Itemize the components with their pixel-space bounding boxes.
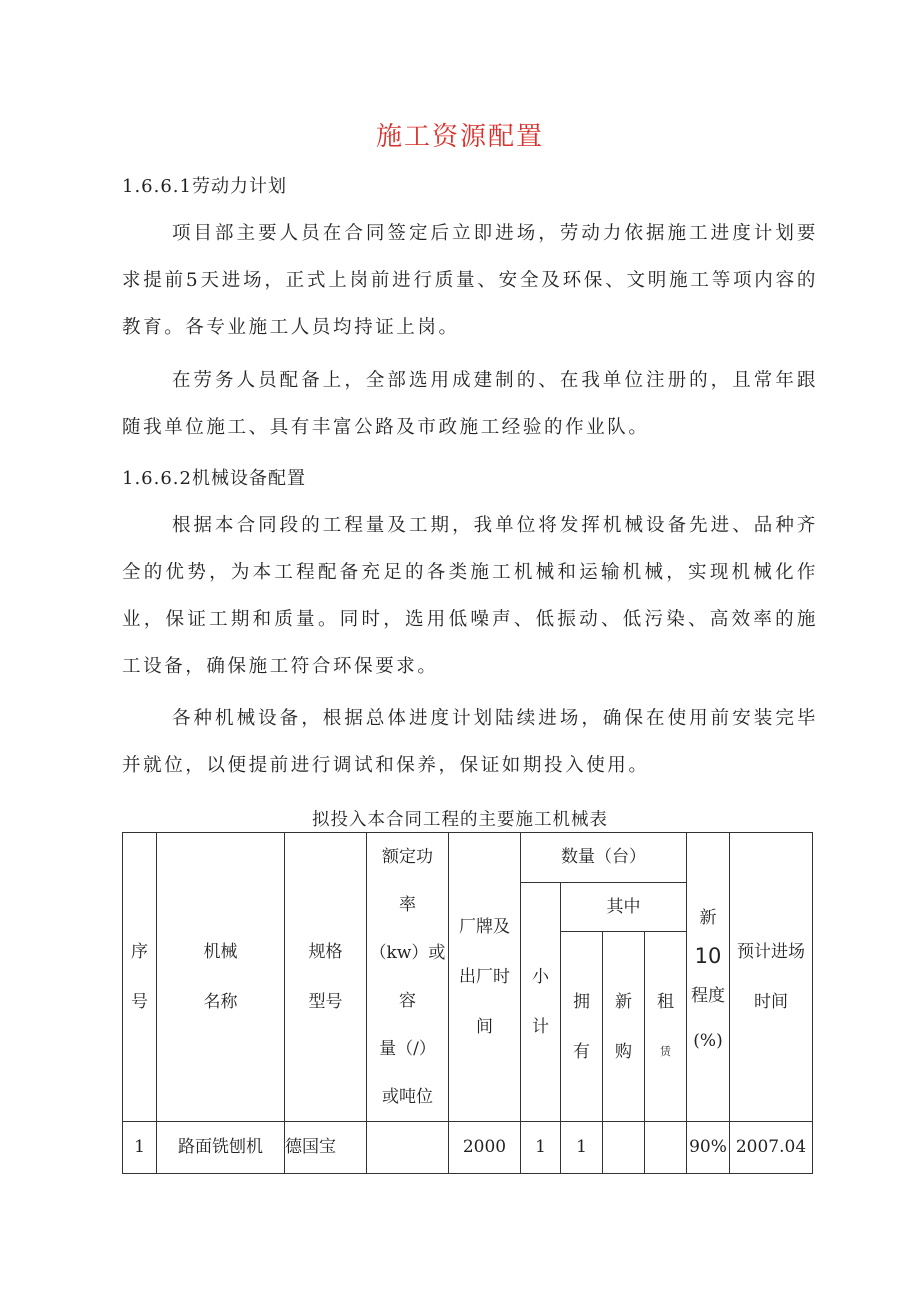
cell-machine-name: 路面铣刨机 <box>157 1122 285 1174</box>
paragraph-machinery-1: 根据本合同段的工程量及工期，我单位将发挥机械设备先进、品种齐全的优势，为本工程配备充足的各类施工机械和运输机械，实现机械化作业，保证工期和质量。同时，选用低噪声、低振动、低污染、高效率的施工设备，确保施工符合环保要求。 <box>122 515 818 677</box>
page-title: 施工资源配置 <box>375 122 544 152</box>
header-seq: 序 号 <box>123 833 157 1122</box>
section-heading-labor: 1.6.6.1劳动力计划 <box>122 176 287 197</box>
header-entry-date: 预计进场 时间 <box>730 833 813 1122</box>
cell-rented <box>645 1122 687 1174</box>
table-row <box>123 1122 813 1174</box>
paragraph-labor-2: 在劳务人员配备上，全部选用成建制的、在我单位注册的，且常年跟随我单位施工、具有丰富公路及市政施工经验的作业队。 <box>122 370 818 438</box>
cell-new-purchase <box>603 1122 645 1174</box>
table-caption: 拟投入本合同工程的主要施工机械表 <box>312 810 608 830</box>
header-spec-model: 规格 型号 <box>285 833 367 1122</box>
header-quantity: 数量（台） <box>521 833 687 883</box>
paragraph-machinery-2: 各种机械设备，根据总体进度计划陆续进场，确保在使用前安装完毕并就位，以便提前进行调试和保养，保证如期投入使用。 <box>122 708 818 776</box>
cell-subtotal: 1 <box>521 1122 561 1174</box>
cell-entry-date: 2007.04 <box>730 1122 813 1174</box>
paragraph-labor-1: 项目部主要人员在合同签定后立即进场，劳动力依据施工进度计划要求提前5天进场，正式上岗前进行质量、安全及环保、文明施工等项内容的教育。各专业施工人员均持证上岗。 <box>122 223 818 338</box>
header-newness: 新 10 程度 (%) <box>687 833 730 1122</box>
equipment-table <box>122 832 813 1174</box>
cell-spec: 德国宝 <box>285 1122 367 1174</box>
header-subtotal: 小 计 <box>521 883 561 1122</box>
header-new-purchase: 新 购 <box>603 932 645 1122</box>
header-rented: 租 赁 <box>645 932 687 1122</box>
cell-newness: 90% <box>687 1122 730 1174</box>
cell-owned: 1 <box>561 1122 603 1174</box>
cell-power <box>367 1122 449 1174</box>
cell-seq: 1 <box>123 1122 157 1174</box>
header-machine-name: 机械 名称 <box>157 833 285 1122</box>
header-owned: 拥 有 <box>561 932 603 1122</box>
cell-maker: 2000 <box>449 1122 521 1174</box>
header-maker-year: 厂牌及 出厂时 间 <box>449 833 521 1122</box>
section-heading-machinery: 1.6.6.2机械设备配置 <box>122 468 306 489</box>
header-among: 其中 <box>561 883 687 932</box>
header-rated-power: 额定功 率 （kw）或 容 量（/） 或吨位 <box>367 833 449 1122</box>
